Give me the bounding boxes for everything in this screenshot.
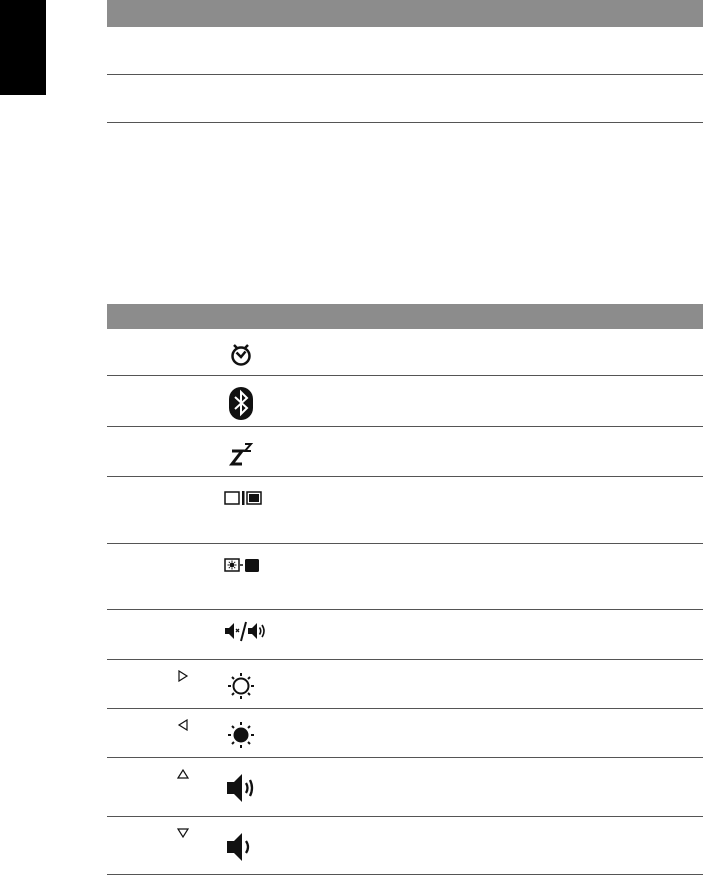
volume-down-icon: [223, 831, 259, 863]
table-row: [107, 709, 703, 758]
communication-switch-icon: [223, 338, 259, 370]
arrow-up-icon: [177, 767, 189, 779]
table-row: [107, 610, 703, 660]
table-row: [107, 477, 703, 544]
table-row: [107, 817, 703, 875]
table-row: [107, 758, 703, 817]
table-row: [107, 27, 703, 75]
sleep-icon: [223, 436, 259, 468]
table-header: [107, 304, 703, 329]
arrow-left-icon: [177, 718, 189, 730]
table-row: [107, 75, 703, 123]
language-tab: [0, 0, 46, 95]
arrow-right-icon: [177, 669, 189, 681]
bluetooth-icon: [223, 385, 259, 417]
top-table: [107, 0, 703, 123]
display-toggle-icon: [223, 486, 259, 518]
speaker-toggle-icon: [223, 619, 259, 651]
arrow-down-icon: [177, 826, 189, 838]
brightness-up-icon: [223, 669, 259, 701]
table-header: [107, 0, 703, 27]
table-row: [107, 376, 703, 427]
volume-up-icon: [223, 772, 259, 804]
table-row: [107, 427, 703, 477]
table-row: [107, 329, 703, 376]
screen-blank-icon: [223, 553, 259, 585]
table-row: [107, 544, 703, 610]
brightness-down-icon: [223, 718, 259, 750]
hotkey-table: [107, 304, 703, 875]
table-row: [107, 660, 703, 709]
